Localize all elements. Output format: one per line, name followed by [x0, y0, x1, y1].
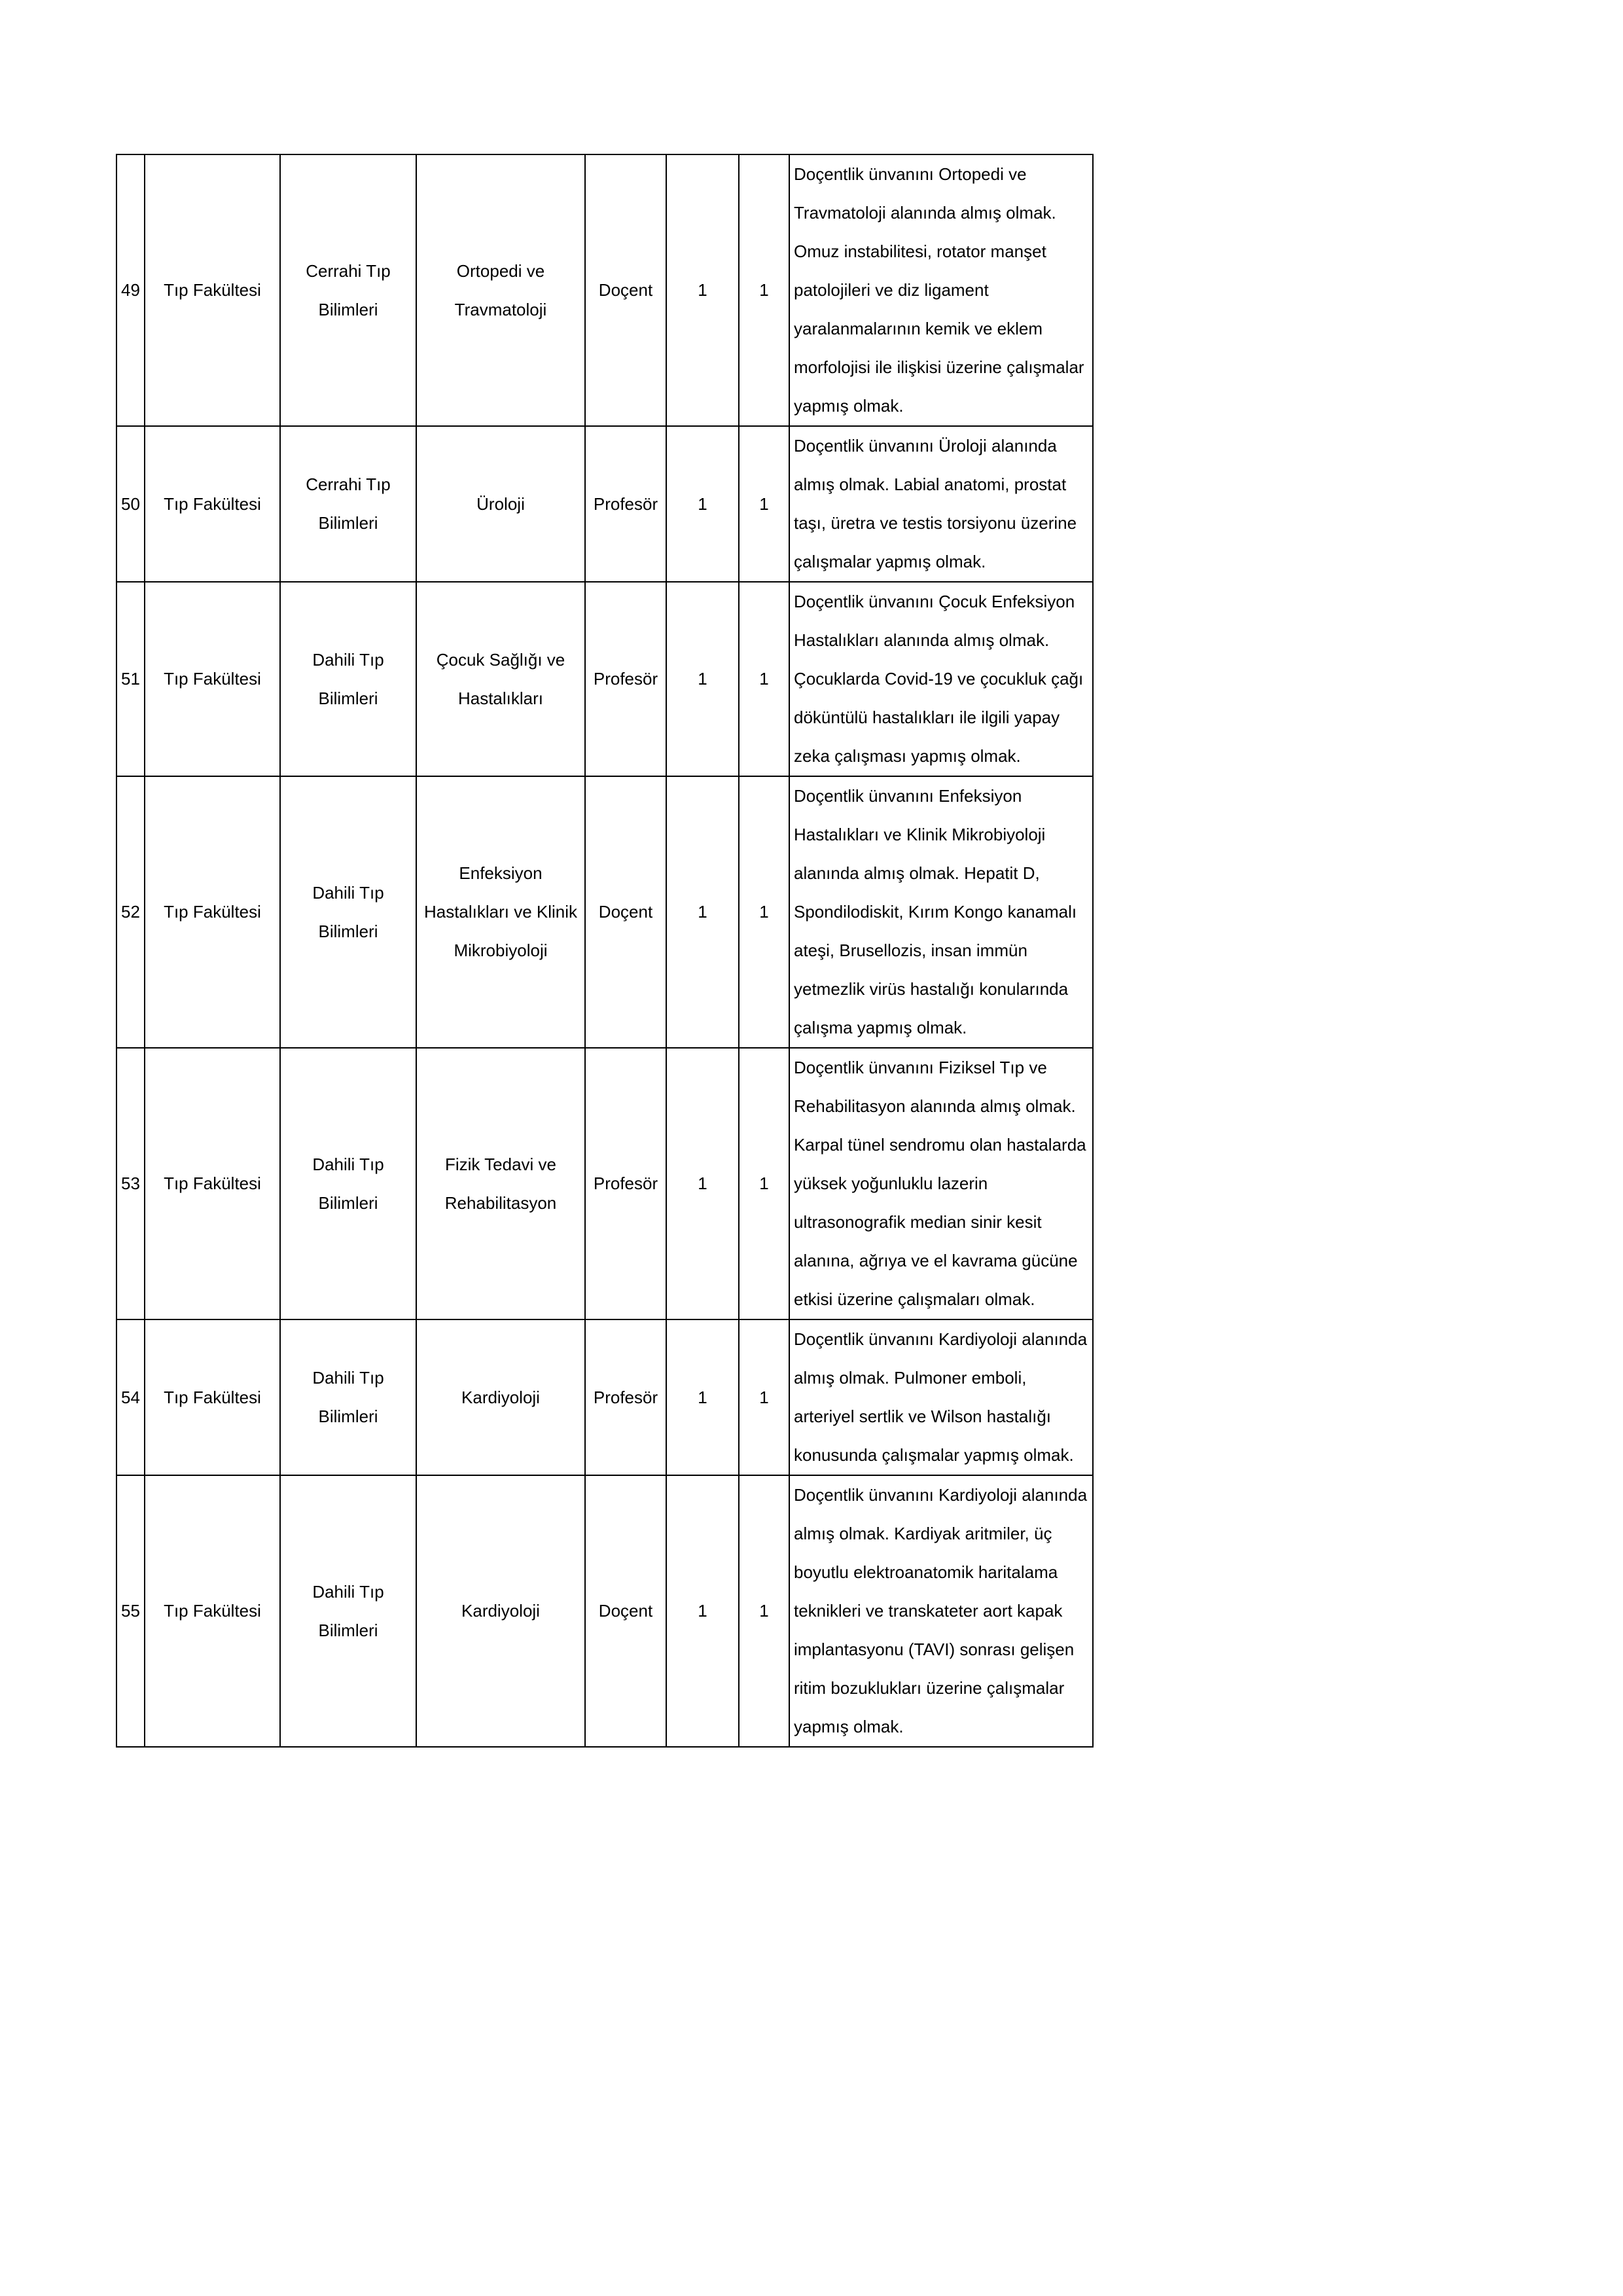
- count-cell: 1: [739, 154, 789, 426]
- row-number-cell: 55: [116, 1475, 145, 1747]
- faculty-positions-table: [116, 154, 1094, 1748]
- rank-cell: 1: [666, 1319, 739, 1475]
- discipline-cell: Üroloji: [416, 426, 585, 582]
- title-cell: Profesör: [585, 1048, 666, 1319]
- discipline-cell: Çocuk Sağlığı ve Hastalıkları: [416, 582, 585, 776]
- department-cell: Dahili Tıp Bilimleri: [280, 582, 416, 776]
- rank-cell: 1: [666, 1048, 739, 1319]
- title-cell: Doçent: [585, 776, 666, 1048]
- faculty-cell: Tıp Fakültesi: [145, 582, 280, 776]
- count-cell: 1: [739, 1319, 789, 1475]
- table-body: [116, 154, 1093, 1747]
- title-cell: Doçent: [585, 154, 666, 426]
- table-row: [116, 154, 1093, 426]
- count-cell: 1: [739, 426, 789, 582]
- faculty-cell: Tıp Fakültesi: [145, 1319, 280, 1475]
- rank-cell: 1: [666, 1475, 739, 1747]
- faculty-cell: Tıp Fakültesi: [145, 426, 280, 582]
- title-cell: Doçent: [585, 1475, 666, 1747]
- requirements-cell: Doçentlik ünvanını Ortopedi ve Travmatoloji alanında almış olmak. Omuz instabilitesi, rotator manşet patolojileri ve diz ligament yaralanmalarının kemik ve eklem morfolojisi ile ilişkisi üzerine çalışmalar yapmış olmak.: [789, 154, 1093, 426]
- row-number-cell: 52: [116, 776, 145, 1048]
- table-row: [116, 776, 1093, 1048]
- discipline-cell: Ortopedi ve Travmatoloji: [416, 154, 585, 426]
- title-cell: Profesör: [585, 1319, 666, 1475]
- requirements-cell: Doçentlik ünvanını Kardiyoloji alanında almış olmak. Pulmoner emboli, arteriyel sertlik ve Wilson hastalığı konusunda çalışmalar yapmış olmak.: [789, 1319, 1093, 1475]
- requirements-cell: Doçentlik ünvanını Üroloji alanında almış olmak. Labial anatomi, prostat taşı, üretra ve testis torsiyonu üzerine çalışmalar yapmış olmak.: [789, 426, 1093, 582]
- count-cell: 1: [739, 1048, 789, 1319]
- requirements-cell: Doçentlik ünvanını Enfeksiyon Hastalıkları ve Klinik Mikrobiyoloji alanında almış olmak. Hepatit D, Spondilodiskit, Kırım Kongo kanamalı ateşi, Brusellozis, insan immün yetmezlik virüs hastalığı konularında çalışma yapmış olmak.: [789, 776, 1093, 1048]
- faculty-cell: Tıp Fakültesi: [145, 154, 280, 426]
- requirements-cell: Doçentlik ünvanını Kardiyoloji alanında almış olmak. Kardiyak aritmiler, üç boyutlu elektroanatomik haritalama teknikleri ve transkateter aort kapak implantasyonu (TAVI) sonrası gelişen ritim bozuklukları üzerine çalışmalar yapmış olmak.: [789, 1475, 1093, 1747]
- discipline-cell: Fizik Tedavi ve Rehabilitasyon: [416, 1048, 585, 1319]
- rank-cell: 1: [666, 582, 739, 776]
- count-cell: 1: [739, 776, 789, 1048]
- table-row: [116, 426, 1093, 582]
- department-cell: Cerrahi Tıp Bilimleri: [280, 154, 416, 426]
- row-number-cell: 53: [116, 1048, 145, 1319]
- department-cell: Dahili Tıp Bilimleri: [280, 1048, 416, 1319]
- rank-cell: 1: [666, 154, 739, 426]
- discipline-cell: Kardiyoloji: [416, 1475, 585, 1747]
- row-number-cell: 51: [116, 582, 145, 776]
- department-cell: Dahili Tıp Bilimleri: [280, 776, 416, 1048]
- table-row: [116, 1475, 1093, 1747]
- rank-cell: 1: [666, 776, 739, 1048]
- row-number-cell: 50: [116, 426, 145, 582]
- requirements-cell: Doçentlik ünvanını Çocuk Enfeksiyon Hastalıkları alanında almış olmak. Çocuklarda Covid-19 ve çocukluk çağı döküntülü hastalıkları ile ilgili yapay zeka çalışması yapmış olmak.: [789, 582, 1093, 776]
- faculty-cell: Tıp Fakültesi: [145, 1475, 280, 1747]
- faculty-cell: Tıp Fakültesi: [145, 776, 280, 1048]
- table-row: [116, 582, 1093, 776]
- row-number-cell: 49: [116, 154, 145, 426]
- title-cell: Profesör: [585, 426, 666, 582]
- department-cell: Cerrahi Tıp Bilimleri: [280, 426, 416, 582]
- department-cell: Dahili Tıp Bilimleri: [280, 1319, 416, 1475]
- row-number-cell: 54: [116, 1319, 145, 1475]
- discipline-cell: Kardiyoloji: [416, 1319, 585, 1475]
- table-row: [116, 1319, 1093, 1475]
- requirements-cell: Doçentlik ünvanını Fiziksel Tıp ve Rehabilitasyon alanında almış olmak. Karpal tünel sendromu olan hastalarda yüksek yoğunluklu lazerin ultrasonografik median sinir kesit alanına, ağrıya ve el kavrama gücüne etkisi üzerine çalışmaları olmak.: [789, 1048, 1093, 1319]
- department-cell: Dahili Tıp Bilimleri: [280, 1475, 416, 1747]
- rank-cell: 1: [666, 426, 739, 582]
- count-cell: 1: [739, 1475, 789, 1747]
- count-cell: 1: [739, 582, 789, 776]
- discipline-cell: Enfeksiyon Hastalıkları ve Klinik Mikrobiyoloji: [416, 776, 585, 1048]
- title-cell: Profesör: [585, 582, 666, 776]
- table-row: [116, 1048, 1093, 1319]
- faculty-cell: Tıp Fakültesi: [145, 1048, 280, 1319]
